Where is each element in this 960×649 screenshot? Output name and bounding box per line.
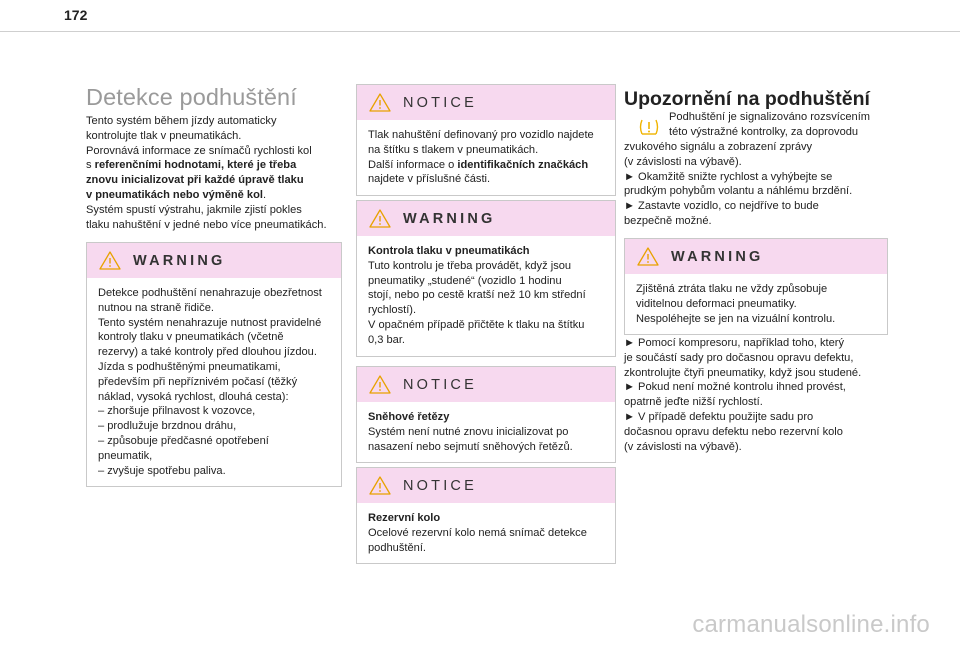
warning-line: – zvyšuje spotřebu paliva. <box>98 464 226 477</box>
warning-triangle-icon <box>637 247 659 266</box>
notice-line: Ocelové rezervní kolo nemá snímač detekce <box>368 526 587 539</box>
watermark: carmanualsonline.info <box>692 611 930 638</box>
text-run: Další informace o <box>368 158 458 171</box>
notice-label: NOTICE <box>403 94 477 111</box>
intro-paragraph <box>86 114 344 232</box>
intro-line <box>86 114 344 129</box>
notice-box-header <box>357 367 615 402</box>
text-run: Tento systém během jízdy automaticky <box>86 115 277 127</box>
notice-box-3-lines <box>368 526 606 556</box>
intro-line <box>86 218 344 233</box>
notice-box-3-body <box>357 503 615 563</box>
warning-line: – způsobuje předčasné opotřebení <box>98 434 269 447</box>
warning-box-header <box>357 201 615 236</box>
warning-label: WARNING <box>133 252 226 269</box>
warning-line: – prodlužuje brzdnou dráhu, <box>98 420 237 433</box>
text-run: s <box>86 159 95 172</box>
notice-box-2 <box>356 366 616 463</box>
top-divider <box>0 31 960 32</box>
instruction-line: ► Pokud není možné kontrolu ihned provést, <box>624 381 846 394</box>
section-title-left: Detekce podhuštění <box>86 84 297 110</box>
warning-triangle-icon <box>369 209 391 228</box>
warning-line: Jízda s podhuštěnými pneumatikami, <box>98 360 281 373</box>
warning-line: pneumatiky „studené“ (vozidlo 1 hodinu <box>368 274 562 287</box>
notice-box-header <box>357 85 615 120</box>
warning-line: V opačném případě přičtěte k tlaku na štítku <box>368 318 585 331</box>
intro-line <box>86 144 344 159</box>
warning-line: – zhoršuje přilnavost k vozovce, <box>98 405 256 418</box>
warning-box-right <box>624 238 888 335</box>
text-run: . <box>262 188 267 201</box>
text-run: Systém spustí výstrahu, jakmile zjistí pokles <box>86 203 302 216</box>
warning-line: rezervy) a také kontroly před dlouhou jízdou. <box>98 346 317 359</box>
intro-line <box>86 129 344 144</box>
notice-line <box>368 128 606 143</box>
notice-box-header <box>357 468 615 503</box>
text-run: referenčními hodnotami, které je třeba <box>94 159 297 172</box>
instruction-line: ► Okamžitě snižte rychlost a vyhýbejte se <box>624 170 833 183</box>
warning-line: Zjištěná ztráta tlaku ne vždy způsobuje <box>636 283 828 295</box>
warning-line: Nespoléhejte se jen na vizuální kontrolu. <box>636 312 836 325</box>
warning-label: WARNING <box>671 248 764 265</box>
instruction-line: prudkým pohybům volantu a náhlému brzdění. <box>624 185 853 198</box>
notice-triangle-icon <box>369 476 391 495</box>
instruction-line: ► Pomocí kompresoru, například toho, který <box>624 337 845 349</box>
notice-line: Systém není nutné znovu inicializovat po <box>368 425 569 438</box>
text-run: Porovnává informace ze snímačů rychlosti kol <box>86 144 312 157</box>
warning-box-header <box>87 243 341 278</box>
intro-line <box>86 173 344 188</box>
section-title-right: Upozornění na podhuštění <box>624 88 870 110</box>
tyre-pressure-warning-lamp-icon <box>638 117 660 137</box>
lamp-followup-text <box>624 140 888 229</box>
warning-box-middle-lines <box>368 259 606 348</box>
warning-line: pneumatik, <box>98 449 153 462</box>
warning-triangle-icon <box>99 251 121 270</box>
warning-line: především při nepříznivém počasí (těžký <box>98 375 298 388</box>
warning-line: stojí, nebo po cestě kratší než 10 km střední <box>368 289 586 302</box>
notice-triangle-icon <box>369 93 391 112</box>
warning-line: kontroly tlaku v pneumatikách (včetně <box>98 331 284 344</box>
notice-box-1-body <box>357 120 615 195</box>
lamp-description <box>669 110 884 140</box>
notice-label: NOTICE <box>403 376 477 393</box>
text-run: v pneumatikách nebo výměně kol <box>86 188 263 201</box>
instruction-line: je součástí sady pro dočasnou opravu defektu, <box>624 351 854 364</box>
warning-box-left <box>86 242 342 487</box>
instruction-line: opatrně jeďte nižší rychlostí. <box>624 396 763 409</box>
instruction-line: dočasnou opravu defektu nebo rezervní kolo <box>624 425 843 438</box>
text-run: na štítku s tlakem v pneumatikách. <box>368 143 539 156</box>
warning-line: Tuto kontrolu je třeba provádět, když jsou <box>368 259 572 272</box>
warning-line: náklad, vysoká rychlost, dlouhá cesta): <box>98 390 289 403</box>
warning-box-middle-title: Kontrola tlaku v pneumatikách <box>368 245 530 257</box>
notice-label: NOTICE <box>403 477 477 494</box>
notice-box-1 <box>356 84 616 196</box>
intro-line <box>86 158 344 173</box>
warning-box-right-body <box>625 274 887 334</box>
notice-line: podhuštění. <box>368 541 426 554</box>
instruction-line: zvukového signálu a zobrazení zprávy <box>624 141 813 153</box>
notice-box-3 <box>356 467 616 564</box>
text-run: Tlak nahuštění definovaný pro vozidlo najdete <box>368 129 594 141</box>
notice-box-3-title: Rezervní kolo <box>368 512 441 524</box>
warning-line: viditelnou deformaci pneumatiky. <box>636 297 797 310</box>
instruction-line: ► Zastavte vozidlo, co nejdříve to bude <box>624 200 819 213</box>
notice-box-2-body <box>357 402 615 462</box>
instruction-line: (v závislosti na výbavě). <box>624 440 742 453</box>
notice-line <box>368 158 606 173</box>
warning-label: WARNING <box>403 210 496 227</box>
notice-line <box>368 143 606 158</box>
warning-box-middle-body <box>357 236 615 356</box>
instruction-line: (v závislosti na výbavě). <box>624 155 742 168</box>
text-run: najdete v příslušné části. <box>368 173 491 186</box>
warning-box-header <box>625 239 887 274</box>
instruction-line: zkontrolujte čtyři pneumatiky, když jsou studené. <box>624 366 862 379</box>
instruction-line: bezpečně možné. <box>624 214 712 227</box>
text-run: znovu inicializovat při každé úpravě tlaku <box>86 174 304 187</box>
text-run: tlaku nahuštění v jedné nebo více pneumatikách. <box>86 218 327 231</box>
right-instructions <box>624 336 886 454</box>
notice-line: nasazení nebo sejmutí sněhových řetězů. <box>368 440 573 453</box>
warning-line: rychlostí). <box>368 304 417 317</box>
warning-line: Tento systém nenahrazuje nutnost pravidelné <box>98 316 322 329</box>
lamp-line: této výstražné kontrolky, za doprovodu <box>669 125 859 138</box>
lamp-line: Podhuštění je signalizováno rozsvícením <box>669 111 871 123</box>
intro-line <box>86 203 344 218</box>
warning-line: Detekce podhuštění nenahrazuje obezřetnost <box>98 287 322 299</box>
notice-box-2-title: Sněhové řetězy <box>368 411 450 423</box>
warning-line: nutnou na straně řidiče. <box>98 301 214 314</box>
warning-box-body <box>87 278 341 486</box>
notice-box-2-lines <box>368 425 606 455</box>
notice-line <box>368 172 606 187</box>
text-run: kontrolujte tlak v pneumatikách. <box>86 129 242 142</box>
warning-box-middle <box>356 200 616 357</box>
notice-triangle-icon <box>369 375 391 394</box>
page-number: 172 <box>64 7 88 23</box>
instruction-line: ► V případě defektu použijte sadu pro <box>624 410 814 423</box>
text-run: identifikačních značkách <box>457 158 589 171</box>
intro-line <box>86 188 344 203</box>
warning-line: 0,3 bar. <box>368 333 406 346</box>
